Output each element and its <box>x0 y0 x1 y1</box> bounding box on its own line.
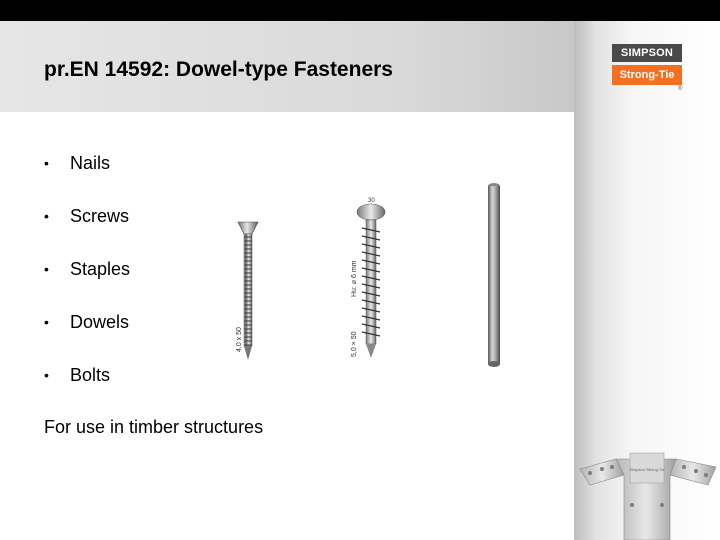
steel-hanger-bracket-icon <box>576 445 720 540</box>
simpson-strong-tie-logo <box>612 44 682 85</box>
bullet-list <box>44 152 130 417</box>
bullet-marker: • <box>44 367 49 383</box>
bullet-marker: • <box>44 314 49 330</box>
bullet-text: Dowels <box>70 312 130 332</box>
logo-top-text: SIMPSON <box>612 44 682 62</box>
bullet-marker: • <box>44 208 49 224</box>
bullet-item-dowels <box>44 311 130 364</box>
bullet-item-nails <box>44 152 130 205</box>
bullet-text: Nails <box>70 153 111 173</box>
screw-size-label: 5,0 × 50 <box>351 331 358 357</box>
nail-size-label: 4,0 x 50 <box>236 327 243 352</box>
bullet-item-staples <box>44 258 130 311</box>
top-bar <box>0 0 720 21</box>
bullet-item-bolts <box>44 364 130 417</box>
screw-head-label: Hu: ⌀ 6 mm <box>351 260 358 297</box>
bullet-marker: • <box>44 155 49 171</box>
bullet-text: Bolts <box>70 365 111 385</box>
screw-head-mark: 30 <box>368 198 375 204</box>
footer-note: For use in timber structures <box>44 417 264 437</box>
steel-dowel-rod-icon <box>482 180 506 370</box>
bullet-item-screws <box>44 205 130 258</box>
bullet-text: Staples <box>70 259 131 279</box>
timber-screw-icon <box>340 192 390 362</box>
bracket-stamp-label: Simpson Strong-Tie <box>629 467 665 472</box>
bullet-marker: • <box>44 261 49 277</box>
slide-title: pr.EN 14592: Dowel-type Fasteners <box>44 58 393 81</box>
logo-bottom-text: Strong-Tie <box>612 65 682 85</box>
ring-shank-nail-icon <box>228 218 268 366</box>
registered-mark: ® <box>678 86 683 92</box>
bullet-text: Screws <box>70 206 130 226</box>
